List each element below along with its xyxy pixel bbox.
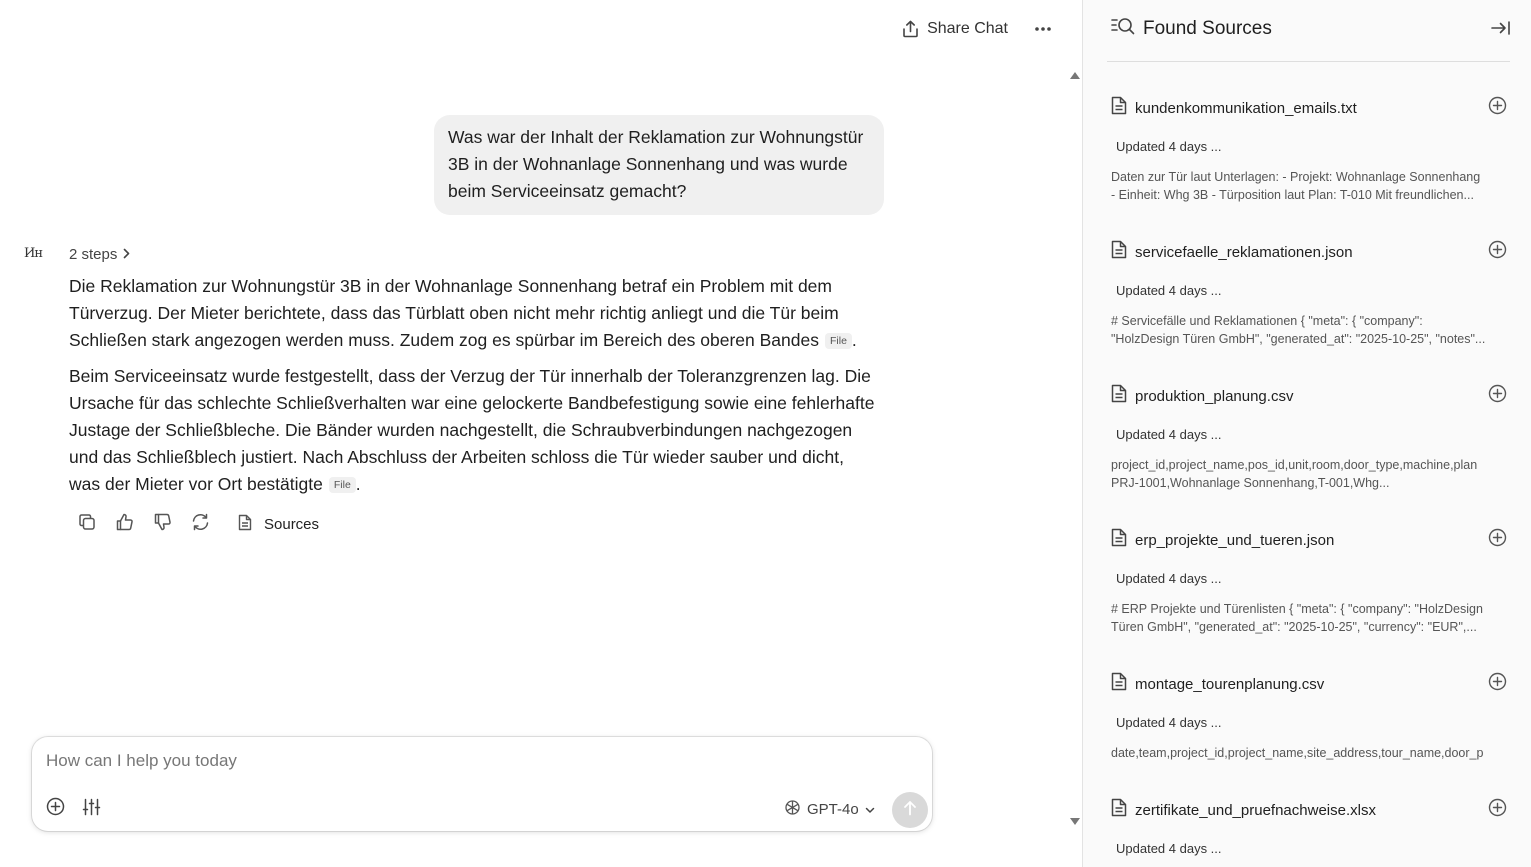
source-name: zertifikate_und_pruefnachweise.xlsx [1135,801,1376,819]
source-updated: Updated 4 days ... [1116,841,1222,856]
answer-text: Beim Serviceeinsatz wurde festgestellt, dass der Verzug der Tür innerhalb der Toleranzgrenzen lag. Die Ursache für das schlechte Schließverhalten war eine gelockerte Bandbefestigung sowie eine fehlerhafte Justage der Schließbleche. Die Bänder wurden nachgestellt, die Schraubverbindungen nachgezogen und das Schließblech justiert. Nach Abschluss der Arbeiten schloss die Tür wieder sauber und dicht, was der Mieter vor Ort bestätigte [69,366,875,494]
answer-paragraph [69,273,879,354]
answer-text: Die Reklamation zur Wohnungstür 3B in der Wohnanlage Sonnenhang betraf ein Problem mit dem Türverzug. Der Mieter berichtete, dass das Türblatt oben nicht mehr richtig anliegt und die Tür beim Schließen stark angezogen werden muss. Zudem zog es spürbar im Bereich des oberen Bandes [69,276,839,350]
copy-icon [78,513,96,536]
sources-label: Sources [264,516,320,533]
openai-logo-icon [784,799,801,820]
source-row [1111,240,1511,264]
source-row [1111,528,1511,552]
source-name: erp_projekte_und_tueren.json [1135,531,1335,549]
settings-sliders-button[interactable] [81,799,101,819]
source-snippet: Daten zur Tür laut Unterlagen: - Projekt: Wohnanlage Sonnenhang - Einheit: Whg 3B - Türposition laut Plan: T-010 Mit freundlichen... [1111,170,1481,202]
message-composer [32,737,932,831]
model-selector[interactable] [784,799,875,820]
document-icon [1111,672,1127,696]
composer-tools [45,799,101,819]
collapse-panel-button[interactable] [1491,20,1511,41]
source-name: kundenkommunikation_emails.txt [1135,99,1357,117]
source-updated: Updated 4 days ... [1116,571,1222,586]
source-card[interactable] [1111,798,1511,856]
assistant-answer [69,273,879,507]
source-snippet: # Servicefälle und Reklamationen { "meta": { "company": "HolzDesign Türen GmbH", "generated_at": "2025-10-25", "notes"... [1111,314,1486,346]
source-updated: Updated 4 days ... [1116,139,1222,154]
period: . [355,474,361,494]
document-icon [1111,96,1127,120]
search-list-icon [1111,16,1135,41]
sources-button[interactable] [238,514,319,535]
refresh-icon [191,513,210,536]
source-card[interactable] [1111,528,1511,636]
scroll-up-arrow-icon[interactable] [1070,72,1080,79]
add-source-button[interactable] [1488,384,1507,408]
message-actions [76,514,319,535]
document-icon [1111,384,1127,408]
document-icon [1111,528,1127,552]
thumbs-up-icon [115,513,134,536]
thumbs-down-icon [153,513,172,536]
copy-button[interactable] [76,514,97,535]
share-chat-button[interactable] [902,20,1008,38]
source-row [1111,798,1511,822]
source-snippet: project_id,project_name,pos_id,unit,room,door_type,machine,plan PRJ-1001,Wohnanlage Sonnenhang,T-001,Whg... [1111,458,1478,490]
sources-panel [1082,0,1531,867]
source-row [1111,672,1511,696]
source-updated: Updated 4 days ... [1116,427,1222,442]
sources-panel-title: Found Sources [1143,17,1272,39]
source-updated: Updated 4 days ... [1116,283,1222,298]
source-card[interactable] [1111,240,1511,348]
steps-toggle[interactable] [69,246,130,263]
scroll-down-arrow-icon[interactable] [1070,818,1080,825]
source-row [1111,96,1511,120]
source-name: montage_tourenplanung.csv [1135,675,1325,693]
source-snippet: date,team,project_id,project_name,site_address,tour_name,door_p [1111,746,1484,760]
sources-divider [1107,61,1510,62]
source-card[interactable] [1111,672,1511,762]
answer-paragraph [69,363,879,498]
source-name: produktion_planung.csv [1135,387,1294,405]
thumbs-down-button[interactable] [152,514,173,535]
add-attachment-button[interactable] [45,799,65,819]
source-card[interactable] [1111,384,1511,492]
source-updated: Updated 4 days ... [1116,715,1222,730]
sliders-icon [82,798,101,821]
more-options-button[interactable] [1034,26,1052,32]
source-card[interactable] [1111,96,1511,204]
arrow-up-icon [903,800,917,821]
message-input[interactable] [46,751,906,771]
file-citation-chip[interactable]: File [329,477,356,493]
file-citation-chip[interactable]: File [825,333,852,349]
add-source-button[interactable] [1488,96,1507,120]
add-source-button[interactable] [1488,240,1507,264]
more-dots-icon [1034,26,1052,32]
source-name: servicefaelle_reklamationen.json [1135,243,1353,261]
sources-panel-header [1111,16,1511,41]
add-source-button[interactable] [1488,672,1507,696]
regenerate-button[interactable] [190,514,211,535]
plus-circle-icon [46,797,65,821]
document-icon [238,514,252,535]
share-chat-label: Share Chat [927,20,1008,37]
model-name: GPT-4o [807,801,859,818]
chevron-down-icon [865,801,875,818]
user-message: Was war der Inhalt der Reklamation zur Wohnungstür 3B in der Wohnanlage Sonnenhang und was wurde beim Serviceeinsatz gemacht? [434,115,884,215]
chat-topbar [902,20,1052,38]
source-snippet: # ERP Projekte und Türenlisten { "meta": { "company": "HolzDesign Türen GmbH", "generated_at": "2025-10-25", "currency": "EUR",... [1111,602,1483,634]
send-button[interactable] [892,792,928,828]
document-icon [1111,798,1127,822]
period: . [851,330,857,350]
source-row [1111,384,1511,408]
assistant-avatar: Ин [24,246,43,261]
steps-label: 2 steps [69,246,118,263]
share-icon [902,20,919,38]
document-icon [1111,240,1127,264]
add-source-button[interactable] [1488,798,1507,822]
thumbs-up-button[interactable] [114,514,135,535]
add-source-button[interactable] [1488,528,1507,552]
chevron-right-icon [123,246,130,263]
